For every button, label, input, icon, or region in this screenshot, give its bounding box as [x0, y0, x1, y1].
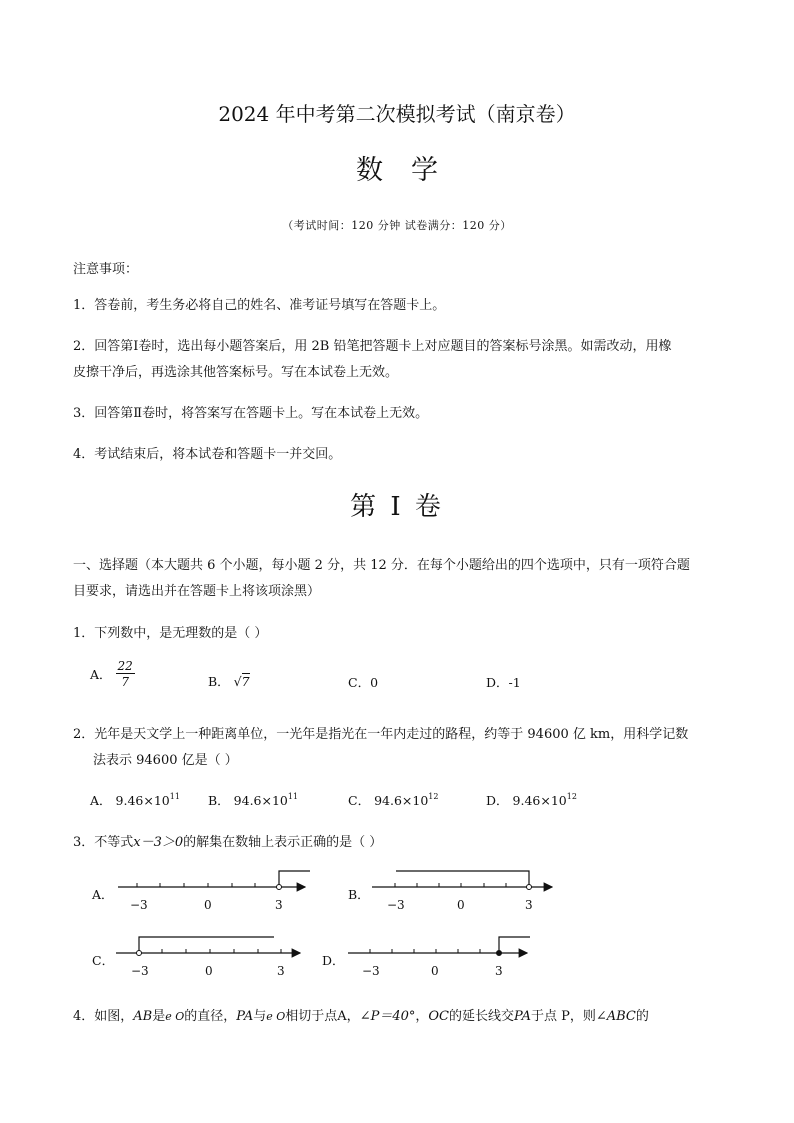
- tick-label-neg3: −3: [387, 898, 405, 912]
- number-line-d: [348, 937, 530, 978]
- q1-stem: 1．下列数中，是无理数的是（ ）: [73, 626, 268, 641]
- q3-option-a-label: A．: [92, 887, 114, 902]
- q4-text: 的: [635, 1009, 649, 1024]
- q4-segment-pa: PA: [514, 1009, 531, 1024]
- q3-option-b-label: B．: [348, 887, 370, 902]
- q2-option-b-label: B．: [208, 793, 230, 808]
- q3-inequality: x－3＞0: [133, 835, 184, 850]
- q2-option-c-exp: 12: [428, 792, 439, 801]
- q4-text: ，: [415, 1009, 429, 1024]
- tick-label-3: 3: [277, 964, 285, 978]
- q2-option-b-base: 94.6×10: [233, 793, 288, 808]
- fraction-numerator: 22: [117, 659, 133, 673]
- q4-circle-o: e O: [165, 1010, 185, 1023]
- q4-text: 4．如图，: [73, 1009, 134, 1024]
- q4-text: 于点 P，则∠: [530, 1009, 607, 1024]
- closed-point: [497, 951, 502, 956]
- q2-stem-line1: 2．光年是天文学上一种距离单位，一光年是指光在一年内走过的路程，约等于 94600 亿 km，用科学记数: [73, 727, 689, 742]
- q1-option-a-label: A．: [90, 667, 112, 682]
- tick-label-3: 3: [275, 898, 283, 912]
- solution-bracket: [139, 937, 274, 951]
- q4-text: 与: [253, 1009, 267, 1024]
- solution-bracket: [279, 871, 310, 885]
- q3-stem-pre: 3．不等式: [73, 835, 134, 850]
- tick-label-0: 0: [431, 964, 439, 978]
- tick-label-0: 0: [204, 898, 212, 912]
- q3-option-d-label: D．: [322, 953, 345, 968]
- solution-bracket: [396, 871, 529, 885]
- number-line-a: [118, 871, 310, 912]
- q4-circle-o: e O: [266, 1010, 286, 1023]
- note-item-4: 4．考试结束后，将本试卷和答题卡一并交回。: [73, 447, 342, 462]
- note-item-3: 3．回答第Ⅱ卷时，将答案写在答题卡上。写在本试卷上无效。: [73, 406, 429, 421]
- q2-option-a-base: 9.46×10: [115, 793, 170, 808]
- q2-option-d-label: D．: [486, 793, 509, 808]
- section-instructions-line2: 目要求，请选出并在答题卡上将该项涂黑）: [73, 584, 321, 599]
- q2-option-b-exp: 11: [287, 792, 299, 801]
- tick-label-0: 0: [205, 964, 213, 978]
- volume-title: 第 I 卷: [350, 492, 444, 522]
- q4-angle-p: ∠P＝40°: [359, 1009, 416, 1024]
- solution-bracket: [499, 937, 530, 951]
- q2-stem-line2: 法表示 94600 亿是（ ）: [93, 753, 238, 768]
- q2-option-a-exp: 11: [169, 792, 180, 801]
- q2-option-d-exp: 12: [566, 792, 577, 801]
- q3-option-c-label: C．: [92, 953, 115, 968]
- subject-title: 数学: [356, 155, 466, 186]
- q2-option-d-base: 9.46×10: [512, 793, 567, 808]
- q2-option-c-base: 94.6×10: [374, 793, 429, 808]
- q4-stem: [73, 1005, 649, 1024]
- q3-stem-post: 的解集在数轴上表示正确的是（ ）: [183, 835, 383, 850]
- note-item-2-cont: 皮擦干净后，再选涂其他答案标号。写在本试卷上无效。: [73, 365, 399, 380]
- open-point: [277, 885, 282, 890]
- radical-sign: √: [233, 674, 242, 689]
- exam-title: 2024 年中考第二次模拟考试（南京卷）: [218, 102, 576, 126]
- note-item-2: 2．回答第Ⅰ卷时，选出每小题答案后，用 2B 铅笔把答题卡上对应题目的答案标号涂黑。如需改动，用橡: [73, 339, 672, 354]
- tick-label-neg3: −3: [362, 964, 380, 978]
- fraction-denominator: 7: [121, 675, 129, 689]
- exam-info: （考试时间：120 分钟 试卷满分：120 分）: [282, 219, 512, 232]
- q4-text: 的直径，: [184, 1009, 237, 1024]
- note-item-1: 1．答卷前，考生务必将自己的姓名、准考证号填写在答题卡上。: [73, 298, 446, 313]
- open-point: [527, 885, 532, 890]
- q2-option-c-label: C．: [348, 793, 371, 808]
- number-line-b: [372, 871, 552, 912]
- q4-segment-ab: AB: [133, 1009, 153, 1024]
- q4-text: 是: [152, 1009, 166, 1024]
- q4-angle-abc: ABC: [606, 1009, 636, 1024]
- q1-option-b-label: B．: [208, 674, 230, 689]
- q4-segment-oc: OC: [428, 1009, 449, 1024]
- q1-option-d: D．-1: [486, 675, 521, 690]
- radicand: 7: [241, 674, 250, 689]
- section-instructions-line1: 一、选择题（本大题共 6 个小题，每小题 2 分，共 12 分．在每个小题给出的四个选项中，只有一项符合题: [73, 558, 690, 573]
- q4-segment-pa: PA: [236, 1009, 254, 1024]
- tick-label-3: 3: [525, 898, 533, 912]
- open-point: [137, 951, 142, 956]
- number-line-c: [116, 937, 300, 978]
- tick-label-neg3: −3: [130, 898, 148, 912]
- q2-option-a-label: A．: [90, 793, 112, 808]
- tick-label-neg3: −3: [131, 964, 149, 978]
- q1-option-c: C．0: [348, 675, 379, 690]
- notes-heading: 注意事项：: [73, 262, 139, 277]
- q4-text: 相切于点A，: [285, 1009, 360, 1024]
- tick-label-3: 3: [495, 964, 503, 978]
- tick-label-0: 0: [457, 898, 465, 912]
- q4-text: 的延长线交: [449, 1009, 515, 1024]
